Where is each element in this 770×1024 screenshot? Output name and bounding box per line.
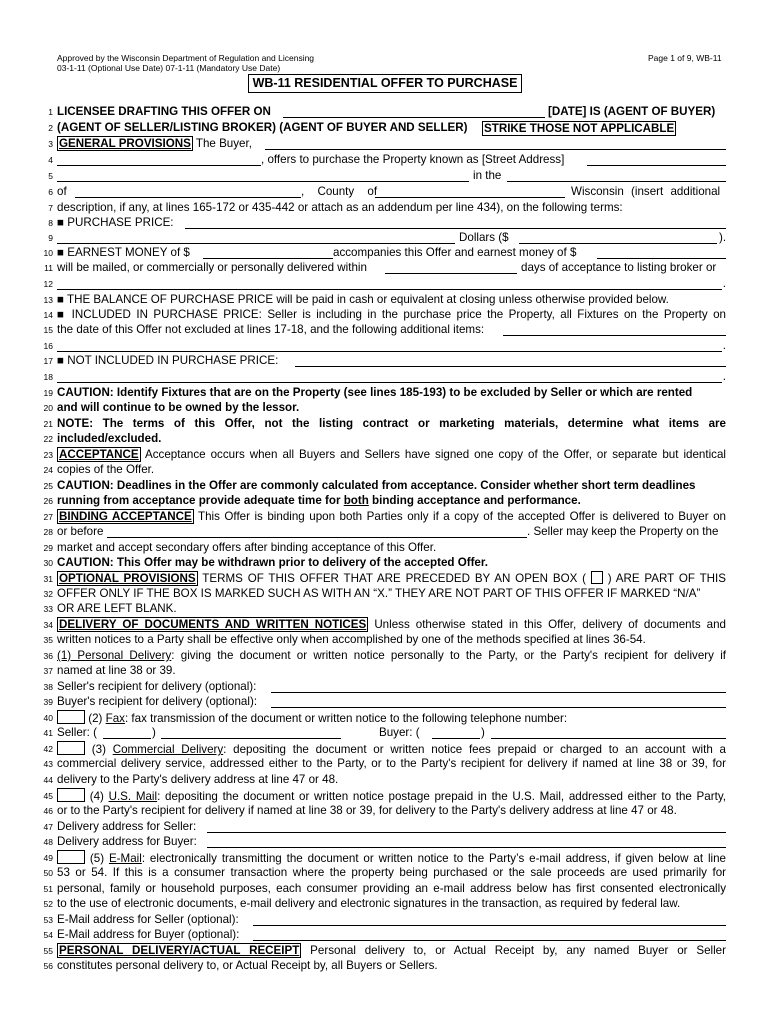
personal-delivery-body: : giving the document or written notice personally to the Party, or the Party's recipient for delivery if <box>171 649 727 662</box>
line-number: 46 <box>43 806 53 816</box>
personal-receipt-text <box>57 943 726 959</box>
delivery-address-text: delivery to the Party's delivery address at line 47 or 48. <box>57 773 339 786</box>
buyer-label: The Buyer, <box>195 137 252 150</box>
delivery-body: Unless otherwise stated in this Offer, delivery of documents and <box>374 618 726 631</box>
line-number: 5 <box>48 171 53 181</box>
line-42 <box>0 741 770 757</box>
additional-earnest-field[interactable] <box>597 246 726 259</box>
period: . <box>722 339 726 352</box>
line-31 <box>0 571 770 587</box>
commercial-checkbox[interactable] <box>57 741 85 755</box>
section-delivery: DELIVERY OF DOCUMENTS AND WRITTEN NOTICES <box>59 618 367 631</box>
line-number: 23 <box>43 450 53 460</box>
commercial-text <box>57 741 726 757</box>
section-personal-delivery: PERSONAL DELIVERY/ACTUAL RECEIPT <box>59 944 300 957</box>
buyer-address-field[interactable] <box>207 835 726 848</box>
mail-checkbox[interactable] <box>57 788 85 802</box>
line-number: 14 <box>43 310 53 320</box>
balance-text: ■ THE BALANCE OF PURCHASE PRICE will be paid in cash or equivalent at closing unless otherwise provided below. <box>57 293 669 306</box>
seller-address-label: Delivery address for Seller: <box>57 820 197 833</box>
line-number: 33 <box>43 604 53 614</box>
line-number: 35 <box>43 635 53 645</box>
buyer-name-field-2[interactable] <box>57 153 261 166</box>
line-54 <box>0 927 770 943</box>
note-terms: NOTE: The terms of this Offer, not the listing contract or marketing materials, determine what items are <box>57 417 726 430</box>
binding-deadline-field[interactable] <box>107 525 527 538</box>
of-label: of <box>57 185 67 198</box>
page-number: Page 1 of 9, WB-11 <box>648 53 722 63</box>
line-55 <box>0 943 770 959</box>
section-acceptance: ACCEPTANCE <box>59 448 139 461</box>
line-number: 37 <box>43 666 53 676</box>
line-50 <box>0 865 770 881</box>
line-52 <box>0 896 770 912</box>
line-2 <box>0 120 770 136</box>
days-acceptance-label: days of acceptance to listing broker or <box>521 261 717 274</box>
line-number: 36 <box>43 651 53 661</box>
buyer-recipient-field[interactable] <box>271 695 726 708</box>
line-47 <box>0 819 770 835</box>
line-20 <box>0 400 770 416</box>
line-number: 48 <box>43 837 53 847</box>
additional-earnest-label: accompanies this Offer and earnest money of $ <box>333 246 577 259</box>
line-21 <box>0 416 770 432</box>
federal-law-text: to the use of electronic documents, e-mail delivery and electronic signatures in the transaction, as required by federal law. <box>57 897 681 910</box>
line-number: 54 <box>43 930 53 940</box>
line-number: 6 <box>48 187 53 197</box>
line-7 <box>0 200 770 216</box>
general-provisions-text <box>57 136 252 152</box>
close-paren: ). <box>719 231 727 244</box>
acceptance-text <box>57 447 726 463</box>
description-text: description, if any, at lines 165-172 or 435-442 or attach as an addendum per line 434), on the following terms: <box>57 201 623 214</box>
line-51 <box>0 881 770 897</box>
drafting-label: LICENSEE DRAFTING THIS OFFER ON <box>57 105 271 118</box>
seller-fax-number-field[interactable] <box>161 726 341 739</box>
line-38 <box>0 679 770 695</box>
adequate-time-a: running from acceptance provide adequate time for <box>57 494 341 507</box>
seller-recipient-field[interactable] <box>271 680 726 693</box>
section-optional-provisions: OPTIONAL PROVISIONS <box>59 572 196 585</box>
seller-fax-area-field[interactable] <box>103 726 151 739</box>
line-number: 56 <box>43 961 53 971</box>
buyer-email-label: E-Mail address for Buyer (optional): <box>57 928 240 941</box>
wisconsin-label: Wisconsin (insert additional <box>571 185 721 198</box>
email-number: (5) <box>89 852 105 865</box>
fax-checkbox[interactable] <box>57 710 85 724</box>
binding-text <box>57 509 726 525</box>
line-44 <box>0 772 770 788</box>
email-body: : electronically transmitting the document or written notice to the Party’s e-mail address, if given below at line <box>141 852 726 865</box>
line-53 <box>0 912 770 928</box>
buyer-fax-paren: ) <box>481 726 485 739</box>
line-number: 43 <box>43 759 53 769</box>
named-at-text: named at line 38 or 39. <box>57 664 176 677</box>
seller-fax-paren: ) <box>152 726 156 739</box>
keep-property-label: . Seller may keep the Property on the <box>527 525 719 538</box>
fax-number: (2) <box>88 712 103 725</box>
line-37 <box>0 663 770 679</box>
line-number: 1 <box>48 107 53 117</box>
optional-text <box>57 571 726 587</box>
line-number: 38 <box>43 682 53 692</box>
county-field[interactable] <box>375 185 565 198</box>
county-label: , County of <box>301 185 378 198</box>
line-number: 52 <box>43 899 53 909</box>
line-number: 2 <box>48 123 53 133</box>
line-39 <box>0 694 770 710</box>
line-45 <box>0 788 770 804</box>
line-11 <box>0 260 770 276</box>
email-checkbox[interactable] <box>57 850 85 864</box>
commercial-body: : depositing the document or written notice fees prepaid or charged to an account with a <box>223 743 726 756</box>
line-41 <box>0 725 770 741</box>
included-items-field[interactable] <box>503 323 726 336</box>
line-29 <box>0 540 770 556</box>
or-before-label: or before <box>57 525 104 538</box>
buyer-fax-area-field[interactable] <box>432 726 480 739</box>
delivery-within-label: will be mailed, or commercially or personally delivered within <box>57 261 367 274</box>
line-number: 10 <box>43 248 53 258</box>
line-35 <box>0 632 770 648</box>
buyer-email-field[interactable] <box>253 928 726 941</box>
earnest-holder-field[interactable] <box>57 277 722 290</box>
line-number: 44 <box>43 775 53 785</box>
marked-text: OFFER ONLY IF THE BOX IS MARKED SUCH AS WITH AN “X.” THEY ARE NOT PART OF THIS OFFER IF MARKED “N/A” <box>57 587 701 600</box>
acceptance-body: Acceptance occurs when all Buyers and Sellers have signed one copy of the Offer, or separate but identical <box>145 448 726 461</box>
optional-body-b: ) ARE PART OF THIS <box>607 572 726 585</box>
left-blank-text: OR ARE LEFT BLANK. <box>57 602 177 615</box>
line-number: 15 <box>43 325 53 335</box>
line-number: 17 <box>43 356 53 366</box>
line-27 <box>0 509 770 525</box>
street-address-field[interactable] <box>587 153 726 166</box>
street-address-field-2[interactable] <box>57 169 469 182</box>
secondary-offers-text: market and accept secondary offers after binding acceptance of this Offer. <box>57 541 437 554</box>
optional-body-a: TERMS OF THIS OFFER THAT ARE PRECEDED BY AN OPEN BOX ( <box>202 572 587 585</box>
line-24 <box>0 462 770 478</box>
approval-line: Approved by the Wisconsin Department of Regulation and Licensing <box>57 53 315 63</box>
dates-line: 03-1-11 (Optional Use Date) 07-1-11 (Mandatory Use Date) <box>57 63 281 73</box>
municipality-field[interactable] <box>75 185 301 198</box>
municipality-type-field[interactable] <box>507 169 726 182</box>
line-49 <box>0 850 770 866</box>
seller-email-field[interactable] <box>253 913 726 926</box>
written-notices-text: written notices to a Party shall be effective only when accomplished by one of the methods specified at lines 36-54. <box>57 633 646 646</box>
line-32 <box>0 586 770 602</box>
line-48 <box>0 834 770 850</box>
strike-note <box>482 121 676 136</box>
line-23 <box>0 447 770 463</box>
line-number: 53 <box>43 915 53 925</box>
personal-receipt-body: Personal delivery to, or Actual Receipt by, any named Buyer or Seller <box>310 944 726 957</box>
commercial-number: (3) <box>91 743 106 756</box>
fax-label: Fax <box>105 712 125 725</box>
line-6 <box>0 184 770 200</box>
line-46 <box>0 803 770 819</box>
buyer-recipient-label: Buyer's recipient for delivery (optional): <box>57 695 258 708</box>
line-15 <box>0 322 770 338</box>
not-included-field[interactable] <box>295 354 726 367</box>
line-number: 25 <box>43 481 53 491</box>
line-number: 13 <box>43 295 53 305</box>
form-title: WB-11 RESIDENTIAL OFFER TO PURCHASE <box>248 74 522 93</box>
line-26 <box>0 493 770 509</box>
earnest-days-field[interactable] <box>385 261 517 274</box>
line-number: 8 <box>48 218 53 228</box>
adequate-time-b: binding acceptance and performance. <box>372 494 581 507</box>
dollars-label: Dollars ($ <box>459 231 509 244</box>
caution-fixtures: CAUTION: Identify Fixtures that are on the Property (see lines 185-193) to be excluded by Seller or which are rented <box>57 386 693 399</box>
note-included: included/excluded. <box>57 432 162 445</box>
line-16 <box>0 338 770 354</box>
line-number: 31 <box>43 574 53 584</box>
line-number: 34 <box>43 620 53 630</box>
line-number: 7 <box>48 203 53 213</box>
line-number: 30 <box>43 558 53 568</box>
period: . <box>722 370 726 383</box>
included-items-label: the date of this Offer not excluded at lines 17-18, and the following additional items: <box>57 323 485 336</box>
line-number: 19 <box>43 388 53 398</box>
line-number: 16 <box>43 341 53 351</box>
line-36 <box>0 648 770 664</box>
buyer-fax-label: Buyer: ( <box>379 726 420 739</box>
mail-number: (4) <box>89 790 104 803</box>
section-binding-acceptance: BINDING ACCEPTANCE <box>59 510 192 523</box>
binding-body: This Offer is binding upon both Parties only if a copy of the accepted Offer is delivered to Buyer on <box>198 510 726 523</box>
copies-text: copies of the Offer. <box>57 463 155 476</box>
buyer-fax-number-field[interactable] <box>491 726 726 739</box>
purchase-price-words-field[interactable] <box>185 216 726 229</box>
line-number: 4 <box>48 155 53 165</box>
line-number: 49 <box>43 853 53 863</box>
line-number: 51 <box>43 884 53 894</box>
agent-label: [DATE] IS (AGENT OF BUYER) <box>548 105 716 118</box>
line-number: 26 <box>43 496 53 506</box>
drafting-date-field[interactable] <box>283 105 545 118</box>
line-number: 27 <box>43 512 53 522</box>
line-34 <box>0 617 770 633</box>
adequate-time-text <box>57 493 581 509</box>
agency-options: (AGENT OF SELLER/LISTING BROKER) (AGENT OF BUYER AND SELLER) <box>57 121 468 134</box>
consumer-text: 53 or 54. If this is a consumer transaction where the property being purchased or the sale proceeds are used primarily for <box>57 866 726 879</box>
line-number: 39 <box>43 697 53 707</box>
mail-body: : depositing the document or written notice postage prepaid in the U.S. Mail, addressed either to the Party, <box>157 790 726 803</box>
constitutes-text: constitutes personal delivery to, or Actual Receipt by, all Buyers or Sellers. <box>57 959 438 972</box>
seller-recipient-label: Seller's recipient for delivery (optional): <box>57 680 257 693</box>
buyer-address-label: Delivery address for Buyer: <box>57 835 197 848</box>
line-number: 3 <box>48 139 53 149</box>
line-10 <box>0 245 770 261</box>
line-30 <box>0 555 770 571</box>
section-general-provisions: GENERAL PROVISIONS <box>59 137 191 150</box>
line-number: 50 <box>43 868 53 878</box>
included-items-field-2[interactable] <box>57 339 722 352</box>
in-the-label: in the <box>473 169 502 182</box>
commercial-label: Commercial Delivery <box>112 743 224 756</box>
seller-address-field[interactable] <box>207 820 726 833</box>
mail-recipient-text: or to the Party's recipient for delivery if named at line 38 or 39, for delivery to the Party's delivery address at line 47 or 48. <box>57 804 677 817</box>
not-included-field-2[interactable] <box>57 370 722 383</box>
personal-delivery-label: (1) Personal Delivery <box>57 649 172 662</box>
mail-label: U.S. Mail <box>108 790 158 803</box>
personal-delivery-text <box>57 648 726 664</box>
line-number: 24 <box>43 465 53 475</box>
consent-text: personal, family or household purposes, each consumer providing an e-mail address below has first consented electronically <box>57 882 726 895</box>
line-40 <box>0 710 770 726</box>
seller-email-label: E-Mail address for Seller (optional): <box>57 913 239 926</box>
line-number: 22 <box>43 434 53 444</box>
line-5 <box>0 168 770 184</box>
line-18 <box>0 369 770 385</box>
line-22 <box>0 431 770 447</box>
line-19 <box>0 385 770 401</box>
line-number: 28 <box>43 527 53 537</box>
line-12 <box>0 276 770 292</box>
caution-withdrawn: CAUTION: This Offer may be withdrawn prior to delivery of the accepted Offer. <box>57 556 488 569</box>
line-number: 41 <box>43 728 53 738</box>
line-17 <box>0 353 770 369</box>
mail-text <box>57 788 726 804</box>
seller-fax-label: Seller: ( <box>57 726 97 739</box>
line-13 <box>0 292 770 308</box>
line-4 <box>0 152 770 168</box>
line-43 <box>0 756 770 772</box>
caution-lessor: and will continue to be owned by the lessor. <box>57 401 300 414</box>
line-1 <box>0 104 770 120</box>
fax-body: : fax transmission of the document or written notice to the following telephone number: <box>124 712 568 725</box>
line-25 <box>0 478 770 494</box>
line-28 <box>0 524 770 540</box>
caution-deadlines: CAUTION: Deadlines in the Offer are commonly calculated from acceptance. Consider whether short term deadlines <box>57 479 696 492</box>
line-number: 21 <box>43 419 53 429</box>
buyer-name-field[interactable] <box>265 137 726 150</box>
line-8 <box>0 215 770 231</box>
earnest-money-field[interactable] <box>203 246 333 259</box>
earnest-money-label: ■ EARNEST MONEY of $ <box>57 246 190 259</box>
line-33 <box>0 601 770 617</box>
line-number: 11 <box>44 263 53 273</box>
line-9 <box>0 230 770 246</box>
line-number: 29 <box>43 543 53 553</box>
strike-note-text: STRIKE THOSE NOT APPLICABLE <box>484 122 675 135</box>
purchase-price-label: ■ PURCHASE PRICE: <box>57 216 174 229</box>
purchase-price-words-field-2[interactable] <box>57 231 455 244</box>
line-56 <box>0 958 770 974</box>
included-text: ■ INCLUDED IN PURCHASE PRICE: Seller is including in the purchase price the Property, all Fixtures on the Property on <box>57 308 726 321</box>
period: . <box>722 277 726 290</box>
offers-label: , offers to purchase the Property known as [Street Address] <box>261 153 565 166</box>
line-number: 12 <box>43 279 53 289</box>
line-14 <box>0 307 770 323</box>
open-box-sample <box>591 571 603 584</box>
line-number: 20 <box>43 403 53 413</box>
line-number: 55 <box>43 946 53 956</box>
email-label: E-Mail <box>108 852 142 865</box>
line-number: 18 <box>43 372 53 382</box>
line-number: 40 <box>43 713 53 723</box>
both-emphasis: both <box>343 494 369 507</box>
email-text <box>57 850 726 866</box>
commercial-service-text: commercial delivery service, addressed either to the Party, or to the Party's recipient for delivery if named at line 38 or 39, for <box>57 757 726 770</box>
line-number: 45 <box>43 791 53 801</box>
line-number: 42 <box>43 744 53 754</box>
line-number: 32 <box>43 589 53 599</box>
not-included-label: ■ NOT INCLUDED IN PURCHASE PRICE: <box>57 354 279 367</box>
line-number: 9 <box>48 233 53 243</box>
line-number: 47 <box>43 822 53 832</box>
line-3 <box>0 136 770 152</box>
delivery-text <box>57 617 726 633</box>
purchase-price-amount-field[interactable] <box>519 231 717 244</box>
